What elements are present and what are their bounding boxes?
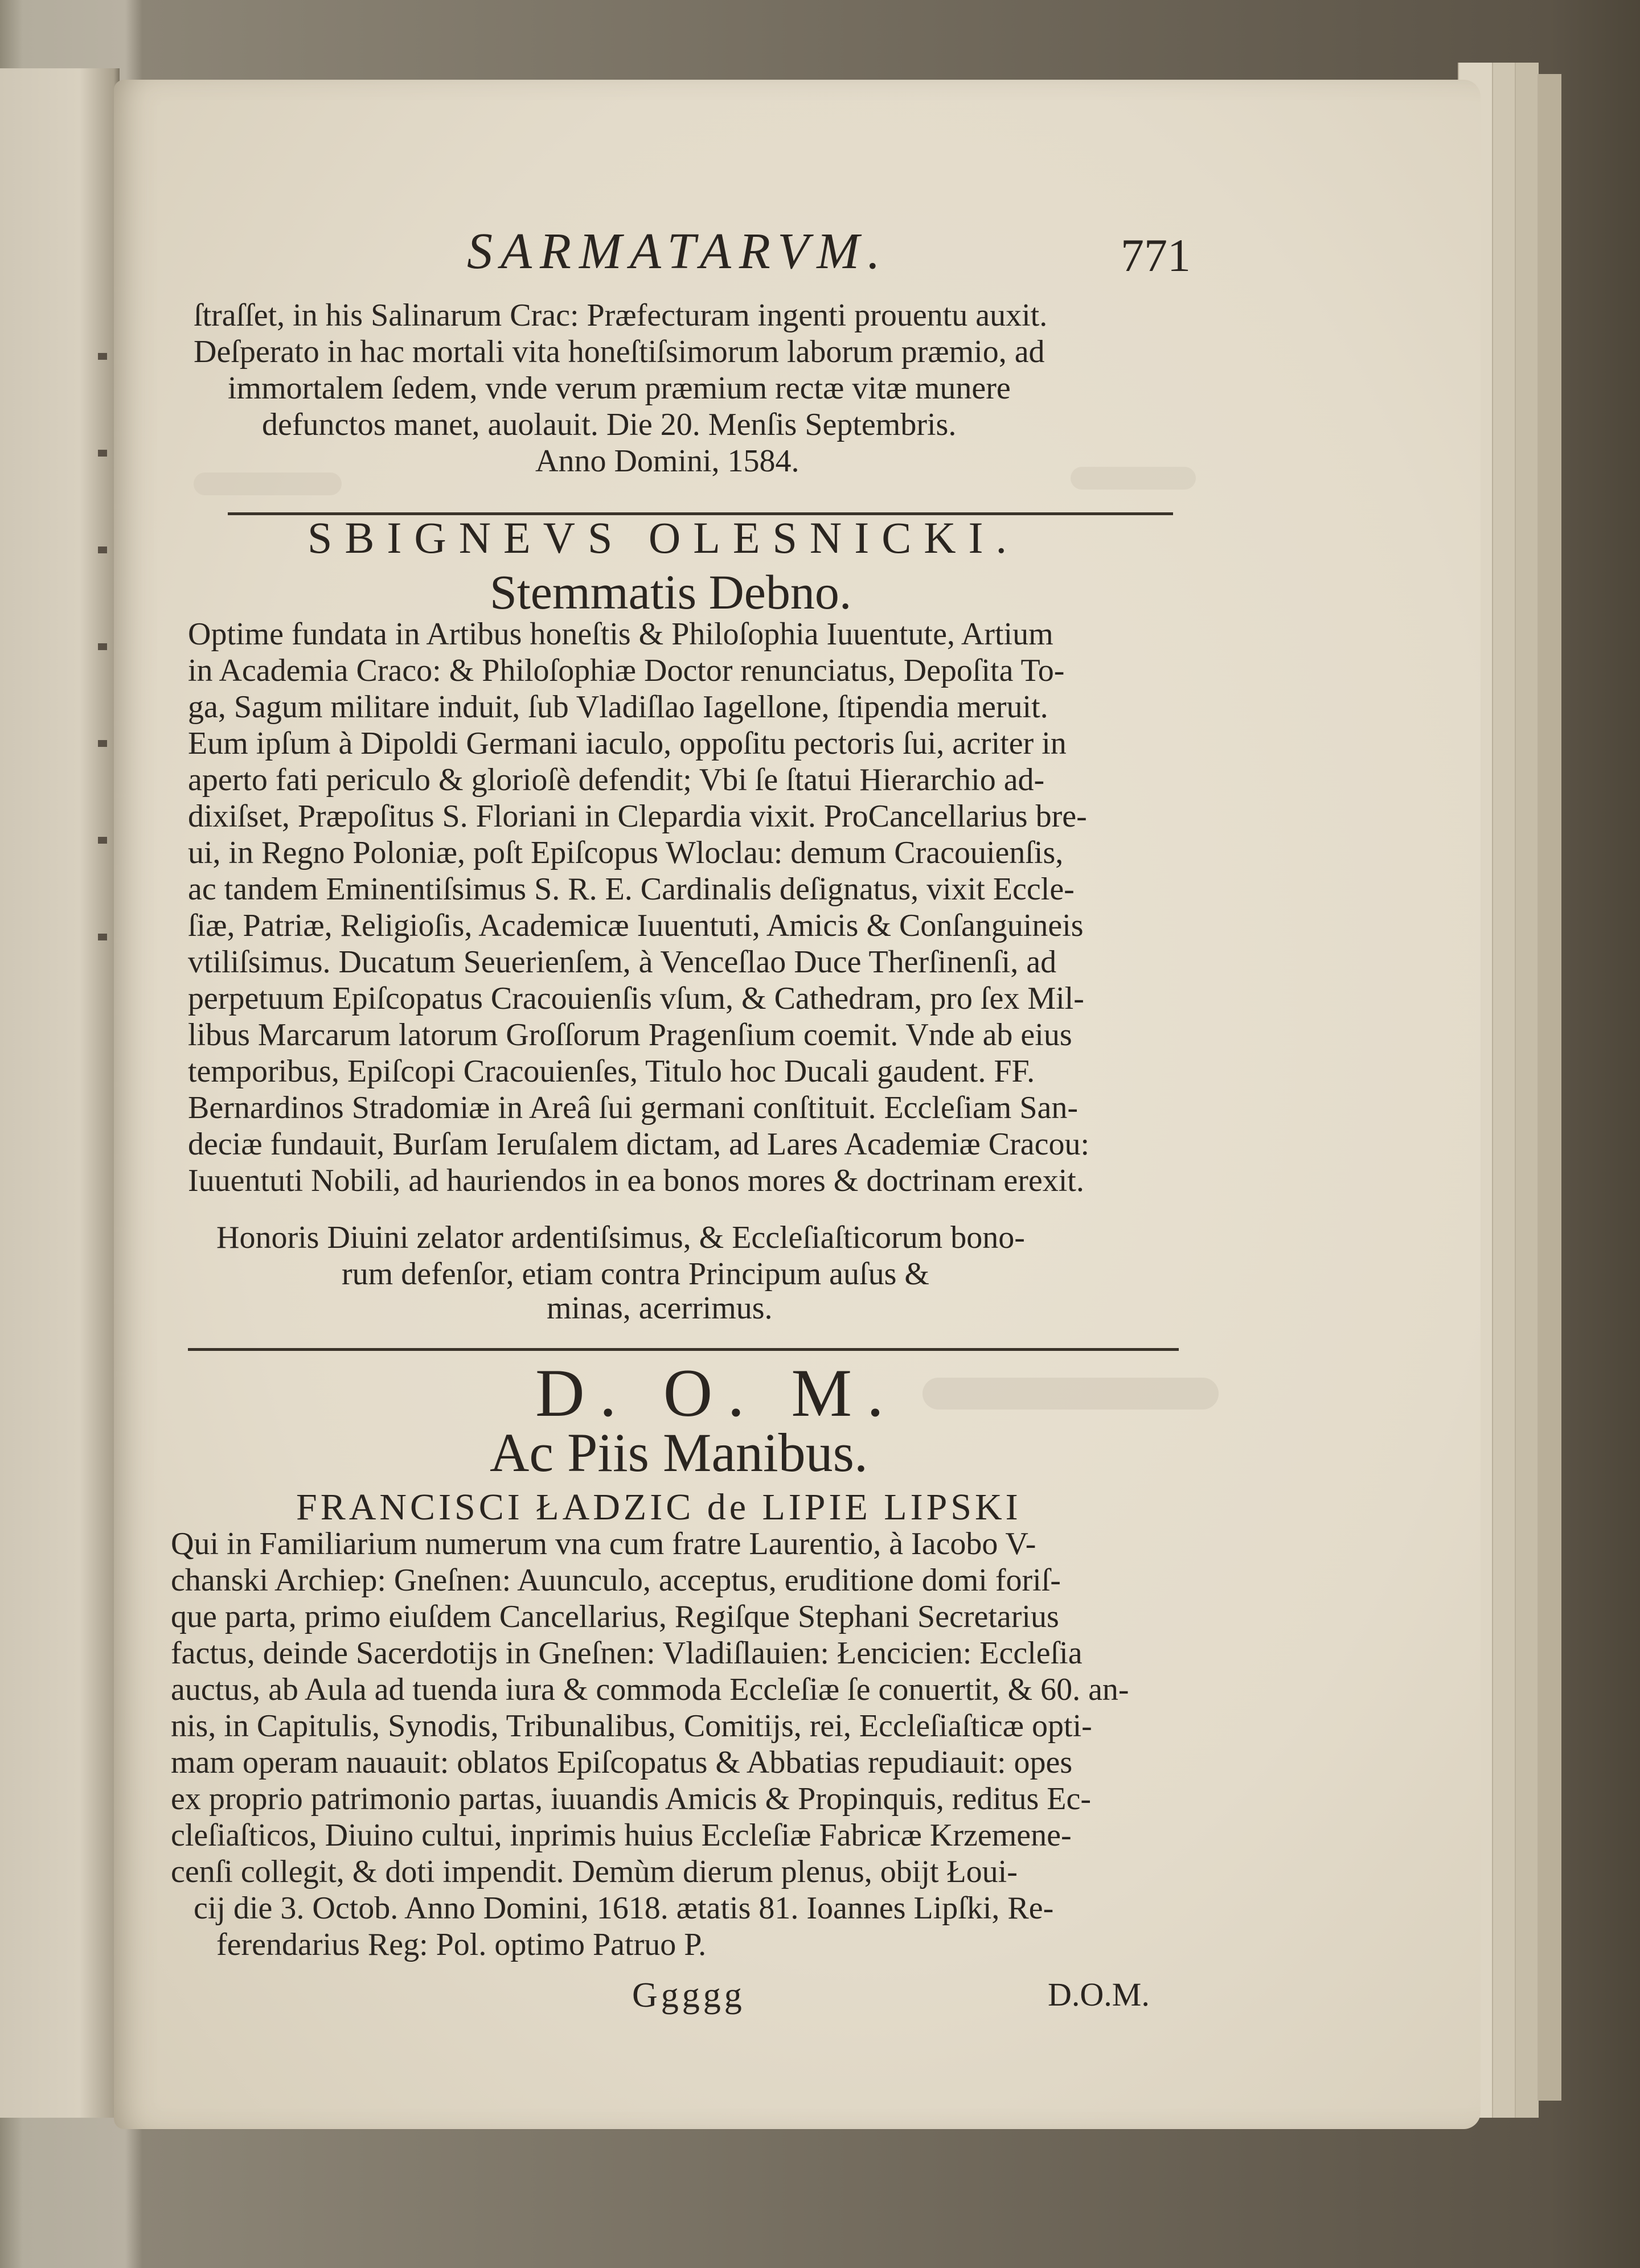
section-heading-name: SBIGNEVS OLESNICKI. — [308, 513, 1020, 562]
text-line: temporibus, Epiſcopi Cracouienſes, Titulo hoc Ducali gaudent. FF. — [188, 1054, 1035, 1089]
text-line: Eum ipſum à Dipoldi Germani iaculo, oppoſitu pectoris ſui, acriter in — [188, 726, 1067, 761]
running-head-title: SARMATARVM. — [467, 223, 888, 280]
epitaph-paragraph — [171, 1526, 1196, 1963]
text-line: defunctos manet, auolauit. Die 20. Menſis Septembris. — [262, 407, 957, 442]
section-subheading: Stemmatis Debno. — [490, 565, 852, 619]
biography-paragraph — [188, 616, 1207, 1199]
dedication-heading: Ac Piis Manibus. — [490, 1422, 868, 1483]
signature-mark: Ggggg — [632, 1976, 745, 2015]
text-line: aperto fati periculo & glorioſè defendit; Vbi ſe ſtatui Hierarchio ad- — [188, 762, 1045, 798]
text-line: Deſperato in hac mortali vita honeſtiſsimorum laborum præmio, ad — [194, 334, 1045, 369]
text-line: libus Marcarum latorum Groſſorum Pragenſium coemit. Vnde ab eius — [188, 1017, 1072, 1053]
text-line: ac tandem Eminentiſsimus S. R. E. Cardinalis deſignatus, vixit Eccle- — [188, 872, 1075, 907]
text-line: cleſiaſticos, Diuino cultui, inprimis huius Eccleſiæ Fabricæ Krzemene- — [171, 1818, 1072, 1853]
text-line: Iuuentuti Nobili, ad hauriendos in ea bonos mores & doctrinam erexit. — [188, 1163, 1084, 1198]
text-line: in Academia Craco: & Philoſophiæ Doctor renunciatus, Depoſita To- — [188, 653, 1065, 688]
text-line: dixiſset, Præpoſitus S. Floriani in Clepardia vixit. ProCancellarius bre- — [188, 799, 1087, 834]
text-line: ſtraſſet, in his Salinarum Crac: Præfecturam ingenti prouentu auxit. — [194, 298, 1048, 333]
text-line: cij die 3. Octob. Anno Domini, 1618. ætatis 81. Ioannes Lipſki, Re- — [194, 1891, 1054, 1926]
continuation-paragraph — [194, 297, 1207, 479]
text-line: Honoris Diuini zelator ardentiſsimus, & Eccleſiaſticorum bono- — [216, 1220, 1025, 1255]
catchword: D.O.M. — [1048, 1976, 1150, 2013]
text-line: auctus, ab Aula ad tuenda iura & commoda Eccleſiæ ſe conuertit, & 60. an- — [171, 1672, 1129, 1707]
text-line: ſiæ, Patriæ, Religioſis, Academicæ Iuuentuti, Amicis & Conſanguineis — [188, 908, 1084, 943]
text-line: minas, acerrimus. — [547, 1291, 773, 1326]
text-line: deciæ fundauit, Burſam Ieruſalem dictam, ad Lares Academiæ Cracou: — [188, 1127, 1090, 1162]
page-edge-strip — [1538, 74, 1561, 2101]
text-line: ex proprio patrimonio partas, iuuandis Amicis & Propinquis, reditus Ec- — [171, 1781, 1091, 1817]
text-line: Optime fundata in Artibus honeſtis & Philoſophia Iuuentute, Artium — [188, 617, 1053, 652]
page-number: 771 — [1121, 229, 1191, 281]
page-edge-strip — [1492, 63, 1516, 2118]
show-through-blur — [922, 1378, 1219, 1410]
text-line: perpetuum Epiſcopatus Cracouienſis vſum, & Cathedram, pro ſex Mil- — [188, 981, 1084, 1016]
section-heading-name: FRANCISCI ŁADZIC de LIPIE LIPSKI — [296, 1486, 1022, 1528]
text-line: ga, Sagum militare induit, ſub Vladiſlao Iagellone, ſtipendia meruit. — [188, 689, 1048, 725]
text-line: rum defenſor, etiam contra Principum auſus & — [342, 1256, 929, 1292]
dom-heading: D. O. M. — [535, 1355, 899, 1431]
text-line: ui, in Regno Poloniæ, poſt Epiſcopus Wloclau: demum Cracouienſis, — [188, 835, 1064, 870]
text-line: nis, in Capitulis, Synodis, Tribunalibus, Comitijs, rei, Eccleſiaſticæ opti- — [171, 1708, 1092, 1744]
facing-page-edge — [0, 68, 120, 2118]
facing-page-text-marks — [98, 285, 107, 968]
text-line: immortalem ſedem, vnde verum præmium rectæ vitæ munere — [228, 371, 1011, 406]
text-line: Qui in Familiarium numerum vna cum fratre Laurentio, à Iacobo V- — [171, 1526, 1036, 1562]
text-line: vtiliſsimus. Ducatum Seuerienſem, à Venceſlao Duce Therſinenſi, ad — [188, 944, 1057, 980]
text-line: que parta, primo eiuſdem Cancellarius, Regiſque Stephani Secretarius — [171, 1599, 1059, 1634]
text-line: ferendarius Reg: Pol. optimo Patruo P. — [216, 1927, 707, 1962]
text-line: Bernardinos Stradomiæ in Areâ ſui germani conſtituit. Eccleſiam San- — [188, 1090, 1078, 1125]
section-rule — [188, 1348, 1179, 1351]
page-edge-strip — [1515, 63, 1539, 2118]
text-line: factus, deinde Sacerdotijs in Gneſnen: Vladiſlauien: Łencicien: Eccleſia — [171, 1636, 1083, 1671]
text-line: Anno Domini, 1584. — [535, 443, 800, 479]
text-line: chanski Archiep: Gneſnen: Auunculo, acceptus, eruditione domi foriſ- — [171, 1563, 1061, 1598]
running-head — [467, 222, 1207, 302]
text-line: cenſi collegit, & doti impendit. Demùm dierum plenus, obijt Łoui- — [171, 1854, 1018, 1889]
text-line: mam operam nauauit: oblatos Epiſcopatus & Abbatias repudiauit: opes — [171, 1745, 1073, 1780]
